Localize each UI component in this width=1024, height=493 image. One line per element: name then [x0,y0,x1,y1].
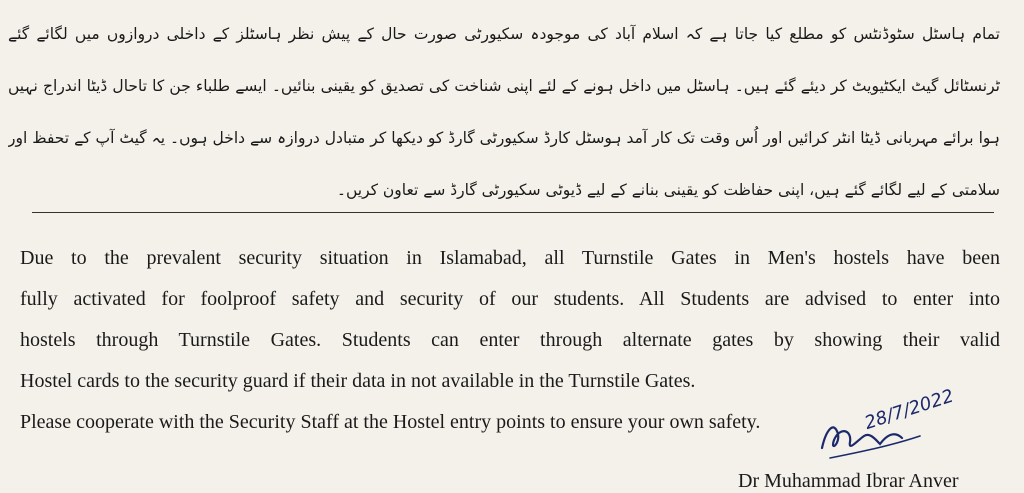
urdu-paragraph [8,8,1008,216]
urdu-line: ٹرنسٹائل گیٹ ایکٹیویٹ کر دیئے گئے ہیں۔ ہاسٹل میں داخل ہونے کے لئے اپنی شناخت کی تصدیق کو یقینی بنائیں۔ ایسے طلباء جن کا تاحال ڈیٹا اندراج نہیں [8,77,1000,95]
english-line: Hostel cards to the security guard if their data in not available in the Turnstile Gates. [20,370,696,392]
english-line: Due to the prevalent security situation in Islamabad, all Turnstile Gates in Men's hostels have been [20,247,1000,269]
urdu-line: سلامتی کے لیے لگائے گئے ہیں، اپنی حفاظت کو یقینی بنانے کے لیے ڈیوٹی سکیورٹی گارڈ سے تعاون کریں۔ [336,181,1000,199]
english-line: hostels through Turnstile Gates. Students can enter through alternate gates by showing their valid [20,329,1000,351]
signature-date: 28/7/2022 [862,385,957,434]
english-line: Please cooperate with the Security Staff at the Hostel entry points to ensure your own safety. [20,411,761,433]
urdu-line: ہوا برائے مہربانی ڈیٹا انٹر کرائیں اور اُس وقت تک کار آمد ہوسٹل کارڈ سکیورٹی گارڈ کو دیکھا کر متبادل دروازہ سے داخل ہوں۔ یہ گیٹ آپ کے تحفظ اور [8,129,1000,147]
section-divider [32,212,994,213]
signatory-name: Dr Muhammad Ibrar Anver [738,470,959,492]
english-line: fully activated for foolproof safety and security of our students. All Students are advised to enter into [20,288,1000,310]
urdu-line: تمام ہاسٹل سٹوڈنٹس کو مطلع کیا جاتا ہے کہ اسلام آباد کی موجودہ سکیورٹی صورت حال کے پیش نظر ہاسٹلز کے داخلی دروازوں میں لگائے گئے [8,25,1000,43]
